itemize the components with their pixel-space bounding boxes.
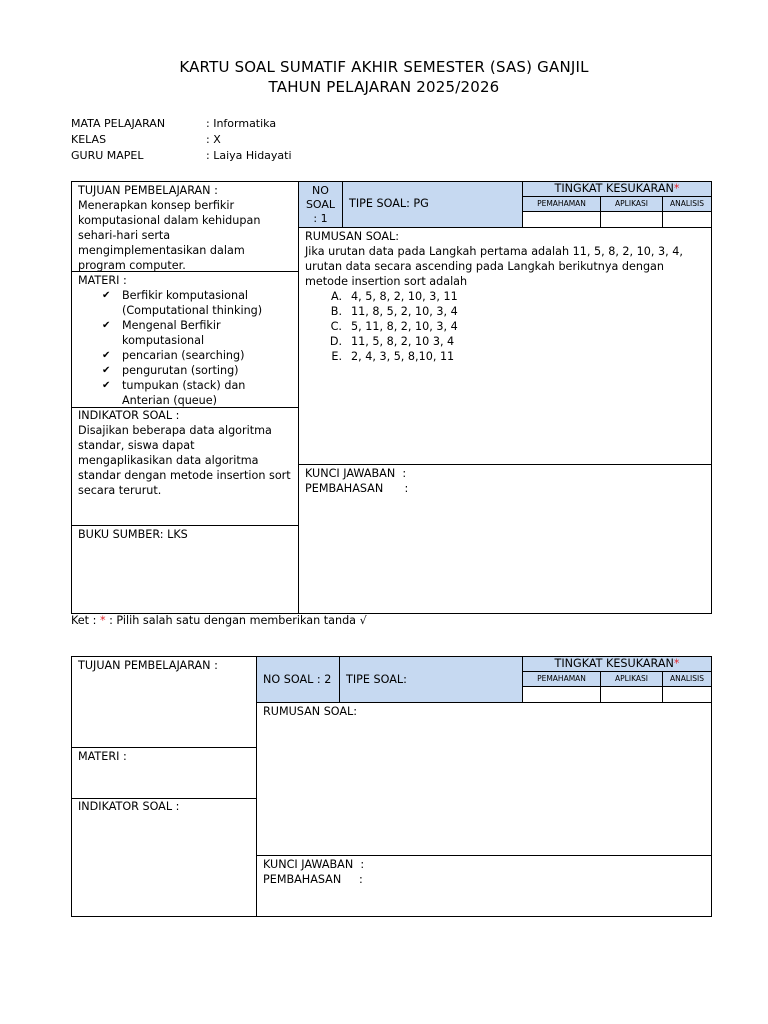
tujuan-label: TUJUAN PEMBELAJARAN : [78, 659, 218, 672]
option-e: E. 2, 4, 3, 5, 8,10, 11 [331, 350, 455, 363]
level-analisis: ANALISIS [662, 672, 711, 687]
tingkat-header [522, 182, 711, 197]
meta-key: MATA PELAJARAN [71, 117, 166, 130]
tujuan-section [72, 182, 298, 271]
rumusan-label: RUMUSAN SOAL: [263, 705, 358, 718]
option-c: C. 5, 11, 8, 2, 10, 3, 4 [330, 320, 458, 333]
meta-value: : Informatika [206, 117, 277, 130]
indikator-section [72, 798, 256, 916]
checkbox-analisis[interactable] [662, 212, 711, 227]
checkbox-pemahaman[interactable] [522, 687, 600, 702]
level-aplikasi: APLIKASI [600, 672, 662, 687]
checkbox-aplikasi[interactable] [600, 687, 662, 702]
materi-section [72, 747, 256, 798]
tingkat-label: TINGKAT KESUKARAN [554, 182, 674, 195]
no-value: : 1 [313, 212, 328, 225]
tipe-soal-cell [342, 182, 522, 227]
materi-label: MATERI : [78, 274, 127, 287]
tipe-soal-cell [339, 657, 522, 702]
indikator-label: INDIKATOR SOAL : [78, 409, 180, 422]
page-title: KARTU SOAL SUMATIF AKHIR SEMESTER (SAS) GANJIL [179, 58, 589, 76]
checkbox-aplikasi[interactable] [600, 212, 662, 227]
tingkat-label: TINGKAT KESUKARAN [554, 657, 674, 670]
options-list [305, 289, 705, 364]
page-subtitle: TAHUN PELAJARAN 2025/2026 [268, 78, 500, 96]
required-star: * [99, 614, 106, 627]
materi-section [72, 271, 298, 407]
option-b: B. 11, 8, 5, 2, 10, 3, 4 [330, 305, 458, 318]
tujuan-label: TUJUAN PEMBELAJARAN : [78, 184, 218, 197]
rumusan-label: RUMUSAN SOAL: [305, 230, 400, 243]
list-item: ✔ Mengenal Berfikir komputasional [102, 318, 292, 348]
list-item: ✔ pencarian (searching) [102, 348, 292, 363]
materi-label: MATERI : [78, 750, 127, 763]
pembahasan-label: PEMBAHASAN : [305, 482, 409, 495]
rumusan-section [256, 702, 711, 855]
tipe-soal: TIPE SOAL: [346, 673, 407, 686]
required-star: * [673, 657, 680, 670]
ket-prefix: Ket : [71, 614, 100, 627]
list-item: ✔ pengurutan (sorting) [102, 363, 292, 378]
kunci-label: KUNCI JAWABAN : [263, 858, 365, 871]
pembahasan-label: PEMBAHASAN : [263, 873, 363, 886]
materi-list [78, 288, 292, 408]
indikator-text: Disajikan beberapa data algoritma standar, siswa dapat mengaplikasikan data algoritma standar dengan metode insertion sort secara terurut. [78, 424, 291, 497]
no-soal: NO SOAL : 2 [263, 673, 332, 686]
list-item: ✔ tumpukan (stack) dan Anterian (queue) [102, 378, 292, 408]
no-soal-cell [298, 182, 342, 227]
meta-key: KELAS [71, 133, 107, 146]
level-analisis: ANALISIS [662, 197, 711, 212]
tujuan-text: Menerapkan konsep berfikir komputasional dalam kehidupan sehari-hari serta mengimplementasikan dalam program computer. [78, 199, 261, 272]
list-item: ✔ Berfikir komputasional (Computational thinking) [102, 288, 292, 318]
no-label: NO [312, 184, 329, 197]
tujuan-section [72, 657, 256, 747]
tipe-soal: TIPE SOAL: PG [349, 197, 429, 210]
meta-value: : Laiya Hidayati [206, 149, 292, 162]
level-pemahaman: PEMAHAMAN [522, 672, 600, 687]
tingkat-header [522, 657, 711, 672]
option-d: D. 11, 5, 8, 2, 10 3, 4 [329, 335, 455, 348]
question-card-1 [71, 181, 712, 614]
rumusan-section [298, 227, 711, 464]
buku-label: BUKU SUMBER: LKS [78, 528, 188, 541]
ket-text: : Pilih salah satu dengan memberikan tanda √ [105, 614, 367, 627]
no-soal-cell [256, 657, 339, 702]
meta-key: GURU MAPEL [71, 149, 144, 162]
legend-note [71, 614, 367, 627]
option-a: A. 4, 5, 8, 2, 10, 3, 11 [330, 290, 458, 303]
meta-value: : X [206, 133, 221, 146]
indikator-label: INDIKATOR SOAL : [78, 800, 180, 813]
required-star: * [673, 182, 680, 195]
checkbox-pemahaman[interactable] [522, 212, 600, 227]
kunci-section [298, 464, 711, 613]
kunci-label: KUNCI JAWABAN : [305, 467, 407, 480]
indikator-section [72, 407, 298, 525]
kunci-section [256, 855, 711, 916]
level-pemahaman: PEMAHAMAN [522, 197, 600, 212]
rumusan-text: Jika urutan data pada Langkah pertama adalah 11, 5, 8, 2, 10, 3, 4, urutan data secara ascending pada Langkah berikutnya dengan metode insertion sort adalah [305, 245, 683, 288]
checkbox-analisis[interactable] [662, 687, 711, 702]
question-card-2 [71, 656, 712, 917]
no-label: SOAL [305, 198, 336, 211]
buku-section [72, 525, 298, 613]
level-aplikasi: APLIKASI [600, 197, 662, 212]
